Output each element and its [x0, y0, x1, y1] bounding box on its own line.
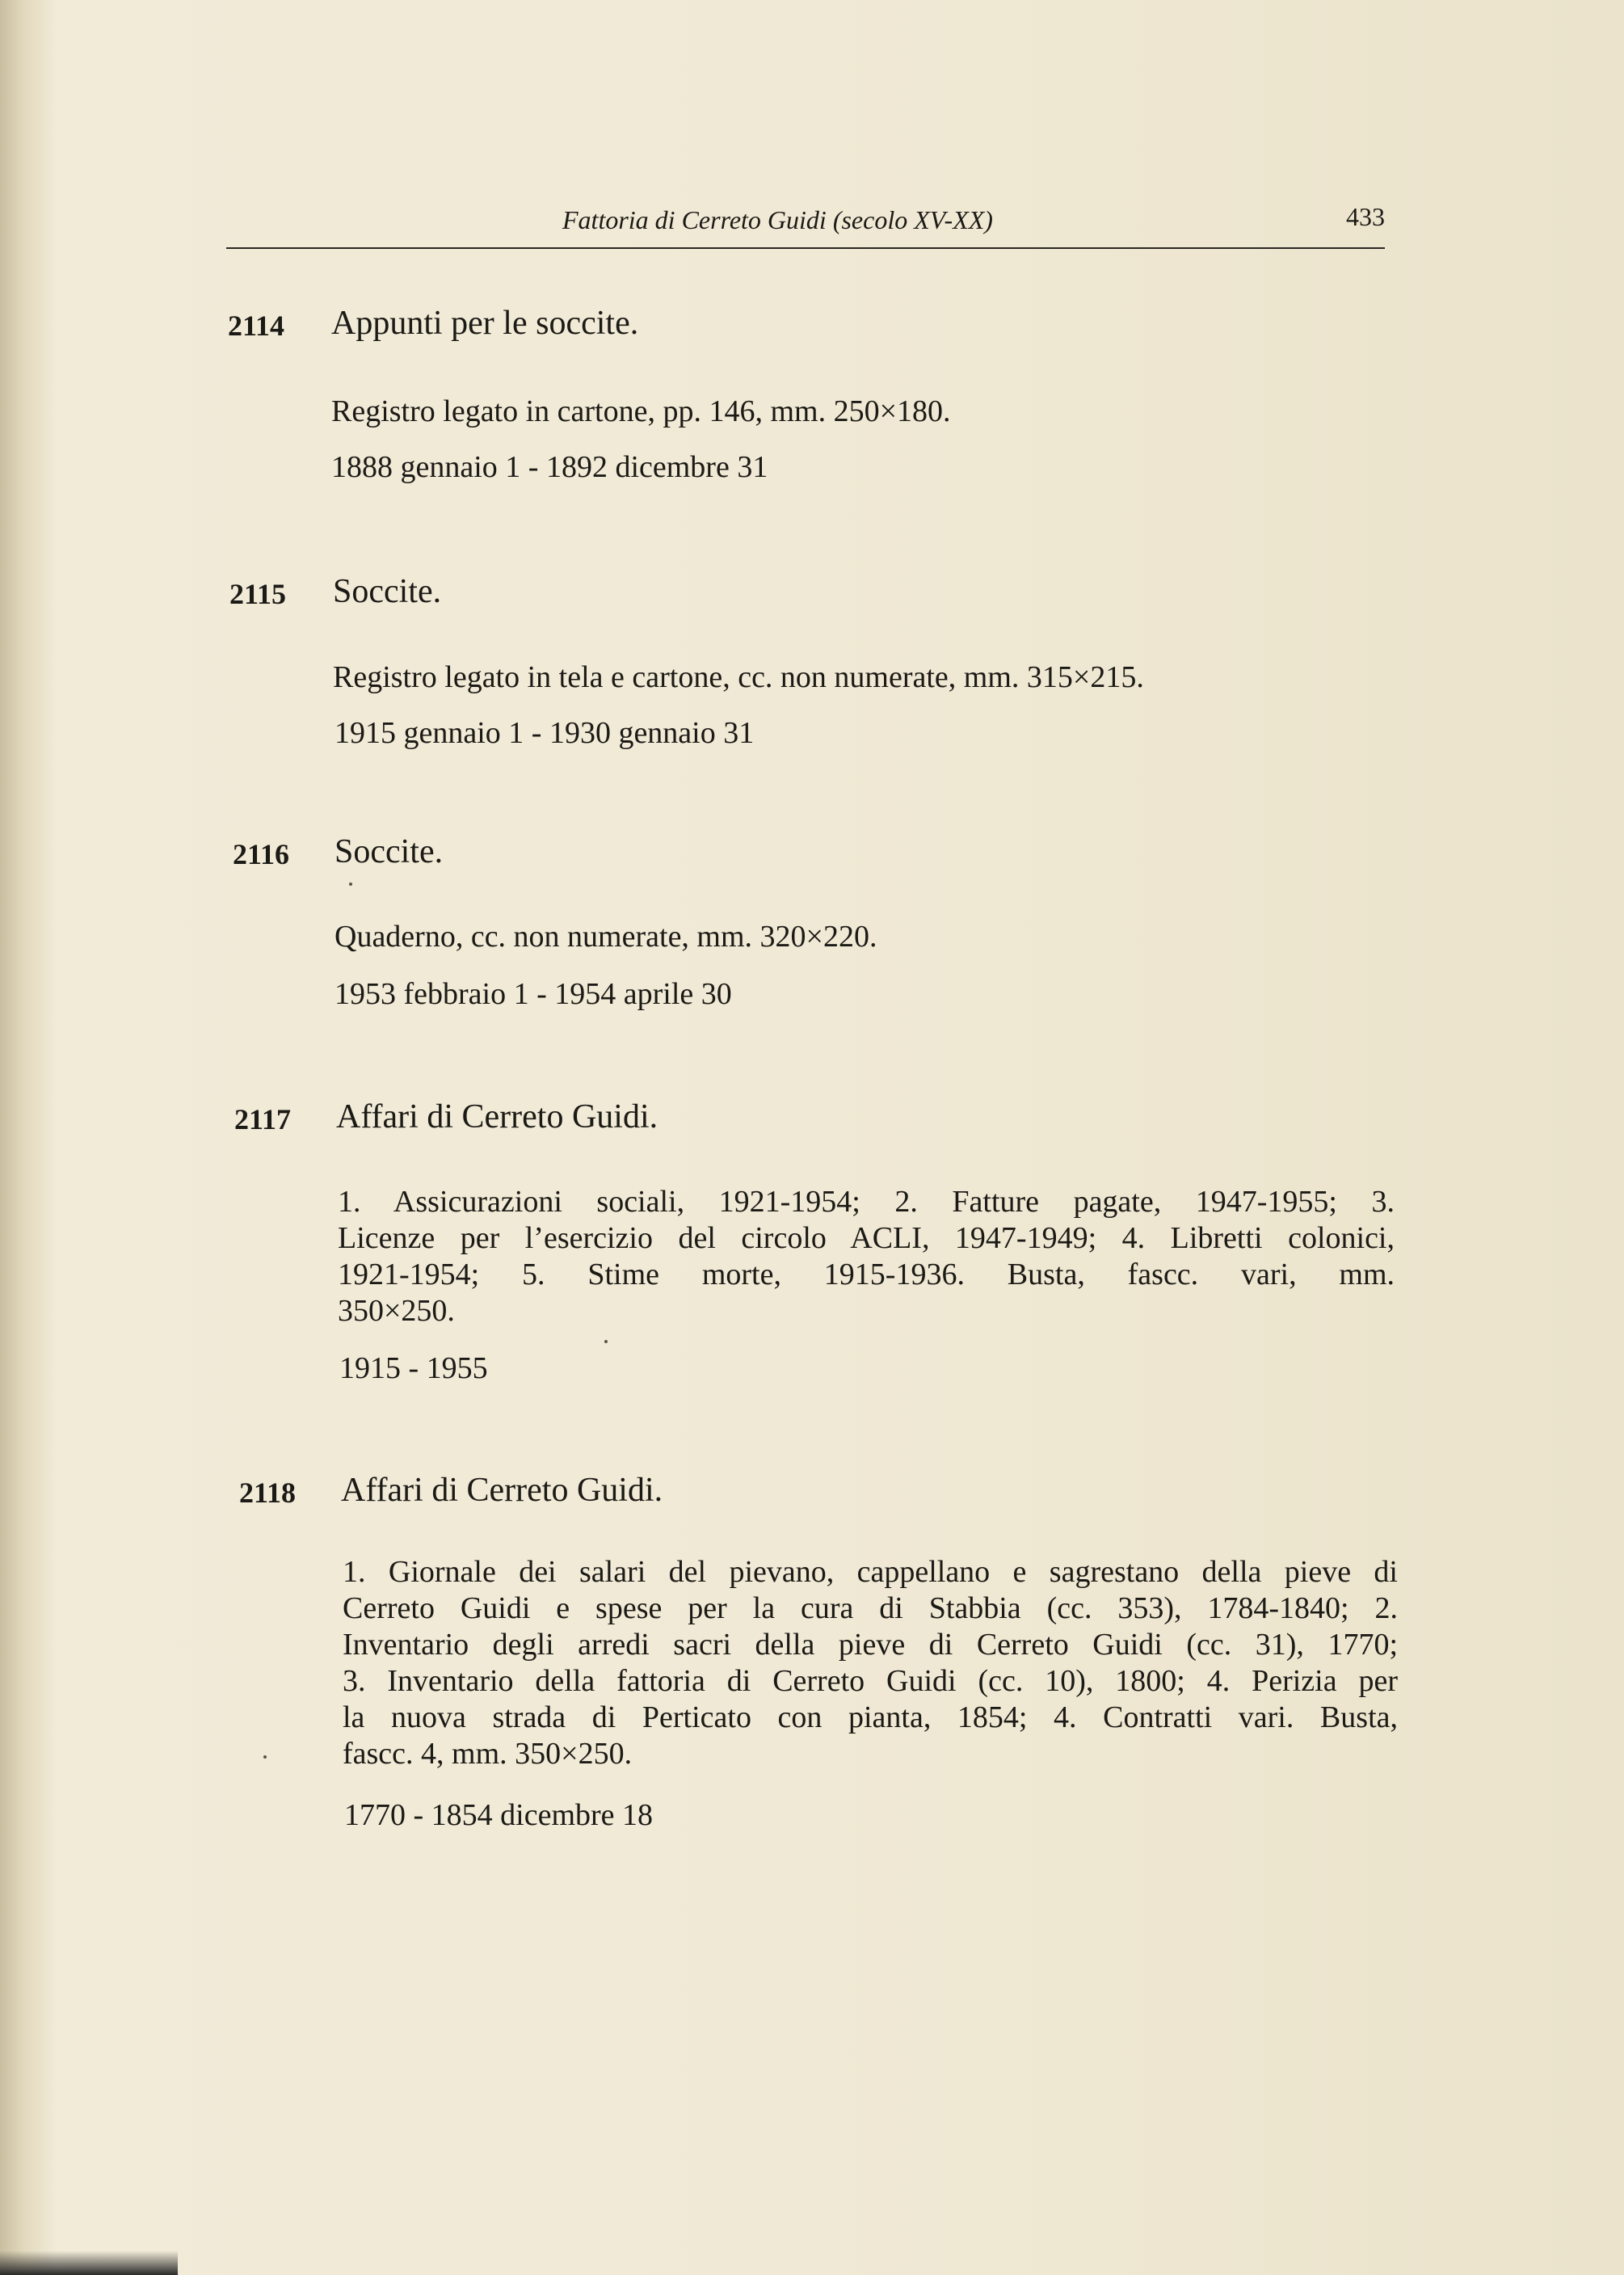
scan-edge-shadow — [0, 2251, 178, 2275]
entry-number: 2118 — [239, 1477, 297, 1509]
entry-title: Affari di Cerreto Guidi. — [341, 1472, 663, 1509]
description-line: Inventario degli arredi sacri della pieve di Cerreto Guidi (cc. 31), 1770; — [343, 1628, 1398, 1662]
description-line: 1921-1954; 5. Stime morte, 1915-1936. Busta, fascc. vari, mm. — [338, 1258, 1395, 1291]
description-line: la nuova strada di Perticato con pianta, 1854; 4. Contratti vari. Busta, — [343, 1700, 1398, 1734]
entry-description — [343, 1554, 1398, 1772]
entry-description — [338, 1184, 1395, 1329]
description-line: 1. Giornale dei salari del pievano, cappellano e sagrestano della pieve di — [343, 1555, 1398, 1589]
entry-number: 2117 — [234, 1103, 292, 1135]
entry-number: 2115 — [229, 578, 287, 610]
entry-title: Soccite. — [334, 833, 444, 870]
description-line: 3. Inventario della fattoria di Cerreto Guidi (cc. 10), 1800; 4. Perizia per — [343, 1664, 1398, 1698]
entry-title: Appunti per le soccite. — [331, 305, 639, 342]
entry-description: Registro legato in cartone, pp. 146, mm. 250×180. — [331, 394, 951, 428]
scan-speck — [604, 1340, 608, 1343]
description-line: fascc. 4, mm. 350×250. — [343, 1737, 633, 1771]
entry-date: 1953 febbraio 1 - 1954 aprile 30 — [334, 977, 732, 1011]
scan-speck — [349, 883, 352, 886]
book-gutter — [0, 0, 57, 2275]
entry-description: Quaderno, cc. non numerate, mm. 320×220. — [334, 920, 877, 954]
scan-speck — [263, 1755, 267, 1759]
description-line: Licenze per l’esercizio del circolo ACLI, 1947-1949; 4. Libretti colonici, — [338, 1221, 1395, 1255]
entry-date: 1915 gennaio 1 - 1930 gennaio 31 — [334, 716, 755, 750]
entry-date: 1770 - 1854 dicembre 18 — [344, 1798, 654, 1832]
entry-description: Registro legato in tela e cartone, cc. non numerate, mm. 315×215. — [333, 660, 1144, 694]
entry-title: Affari di Cerreto Guidi. — [336, 1098, 658, 1135]
entry-title: Soccite. — [333, 573, 442, 610]
running-header-title: Fattoria di Cerreto Guidi (secolo XV-XX) — [562, 205, 993, 234]
running-header — [226, 199, 1385, 249]
page-number: 433 — [1346, 202, 1385, 231]
entry-date: 1888 gennaio 1 - 1892 dicembre 31 — [331, 450, 768, 484]
description-line: 350×250. — [338, 1294, 455, 1328]
entry-number: 2116 — [233, 838, 290, 870]
entry-number: 2114 — [228, 310, 285, 342]
description-line: 1. Assicurazioni sociali, 1921-1954; 2. Fatture pagate, 1947-1955; 3. — [338, 1185, 1395, 1219]
description-line: Cerreto Guidi e spese per la cura di Stabbia (cc. 353), 1784-1840; 2. — [343, 1591, 1398, 1625]
entry-date: 1915 - 1955 — [339, 1351, 488, 1385]
